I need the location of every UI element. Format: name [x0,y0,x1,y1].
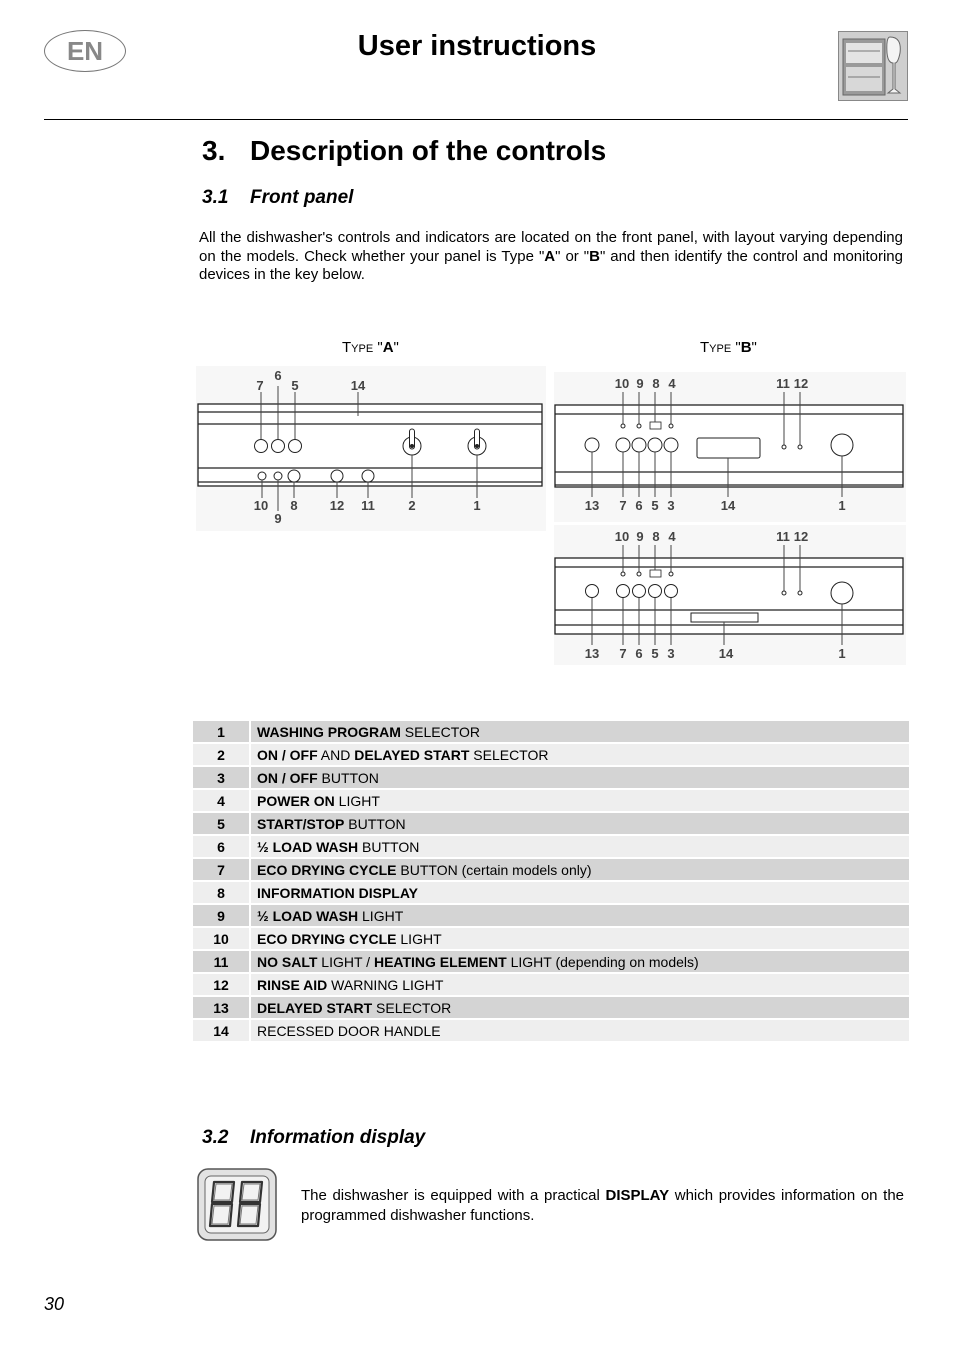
table-row [193,721,909,742]
key-text-bold: ECO DRYING CYCLE [257,930,397,947]
key-number: 2 [193,744,251,765]
type-label-initial: T [342,339,352,356]
type-label-quote: " [731,339,741,356]
callout-label: 14 [350,378,366,393]
panel-diagram-type-b-1 [554,372,906,527]
callout-label: 8 [290,498,298,513]
callout-label: 5 [291,378,299,393]
callout-label: 14 [720,498,736,513]
callout-label: 13 [584,646,600,661]
subsection-number: 3.2 [202,1127,229,1148]
display-text: The dishwasher is equipped with a practical [301,1187,606,1204]
key-number: 1 [193,721,251,742]
page-header-title: User instructions [357,30,597,62]
key-number: 7 [193,859,251,880]
callout-label: 7 [619,498,627,513]
key-number: 3 [193,767,251,788]
table-row [193,905,909,926]
key-number: 13 [193,997,251,1018]
callout-label: 11 [361,498,375,513]
callout-label: 6 [635,646,643,661]
callout-label: 3 [667,498,675,513]
callout-label: 1 [473,498,481,513]
callout-label: 1 [838,498,846,513]
key-number: 10 [193,928,251,949]
callout-label: 9 [274,511,282,526]
subsection-number: 3.1 [202,187,229,208]
dishwasher-icon [838,31,908,101]
key-text-bold: RINSE AID [257,976,328,993]
intro-paragraph [199,229,903,285]
key-number: 6 [193,836,251,857]
key-text: BUTTON [358,838,420,855]
callout-label: 9 [636,376,644,391]
key-description [251,974,909,995]
key-text: BUTTON [344,815,406,832]
key-text: RECESSED DOOR HANDLE [257,1022,441,1039]
intro-type-a: A [544,247,556,265]
table-row [193,790,909,811]
key-description [251,951,909,972]
page-number: 30 [44,1294,65,1314]
callout-label: 14 [718,646,734,661]
key-number: 11 [193,951,251,972]
subsection-title: Front panel [250,187,354,208]
table-row [193,767,909,788]
key-text: SELECTOR [400,723,480,740]
controls-key-table [193,719,909,1043]
key-description [251,928,909,949]
key-description [251,790,909,811]
key-text: BUTTON [317,769,379,786]
key-text-bold: ECO DRYING CYCLE [257,861,397,878]
key-text: LIGHT (depending on models) [506,953,699,970]
subsection-heading-front-panel [202,187,353,209]
callout-label: 6 [274,368,282,383]
key-description [251,836,909,857]
table-row [193,813,909,834]
table-row [193,974,909,995]
callout-label: 4 [668,376,676,391]
callout-label: 8 [652,376,660,391]
type-label-rest: YPE [709,343,732,355]
key-text: BUTTON (certain models only) [396,861,592,878]
callout-label: 10 [614,529,630,544]
callout-label: 11 [776,529,790,544]
type-label-letter: A [382,339,394,356]
panel-diagram-type-b-2 [554,525,906,670]
key-number: 12 [193,974,251,995]
key-number: 4 [193,790,251,811]
key-description [251,1020,909,1041]
callout-label: 7 [619,646,627,661]
key-number: 5 [193,813,251,834]
table-row [193,744,909,765]
key-text-bold: ½ LOAD WASH [257,907,359,924]
key-text-bold: ON / OFF [257,746,318,763]
intro-text: " and then identify the control and monitoring devices in the key below. [199,247,903,283]
subsection-title: Information display [250,1127,426,1148]
key-text-bold: NO SALT [257,953,318,970]
key-text: LIGHT / [317,953,374,970]
callout-label: 13 [584,498,600,513]
callout-label: 5 [651,498,659,513]
key-description [251,813,909,834]
table-row [193,836,909,857]
callout-label: 7 [256,378,264,393]
type-label-letter: B [740,339,752,356]
callout-label: 6 [635,498,643,513]
key-text-bold: DELAYED START [257,999,373,1016]
display-text-bold: DISPLAY [605,1187,670,1204]
callout-label: 4 [668,529,676,544]
type-label-initial: T [700,339,710,356]
seven-segment-display-icon [197,1168,277,1241]
type-b-label [700,339,757,356]
key-description [251,859,909,880]
callout-label: 3 [667,646,675,661]
key-number: 9 [193,905,251,926]
table-row [193,997,909,1018]
key-description [251,767,909,788]
key-text: LIGHT [334,792,380,809]
language-badge: EN [44,30,126,72]
intro-type-b: B [589,247,600,265]
callout-label: 8 [652,529,660,544]
key-number: 14 [193,1020,251,1041]
type-label-quote: " [373,339,383,356]
table-row [193,1020,909,1041]
key-text: WARNING LIGHT [327,976,444,993]
information-display-paragraph [301,1186,904,1225]
type-label-quote: " [751,339,757,356]
callout-label: 10 [253,498,269,513]
type-a-label [342,339,399,356]
callout-label: 9 [636,529,644,544]
key-description [251,997,909,1018]
intro-text: All the dishwasher's controls and indicators are located on the front panel, with layout varying depending on the models. Check whether your panel is Type " [199,229,903,265]
callout-label: 12 [793,376,809,391]
type-label-quote: " [393,339,399,356]
key-text: AND [317,746,355,763]
key-text-bold: POWER ON [257,792,335,809]
intro-text: " or " [555,247,590,265]
table-row [193,951,909,972]
callout-label: 11 [776,376,790,391]
key-text-bold: START/STOP [257,815,345,832]
key-text: LIGHT [396,930,442,947]
key-description [251,882,909,903]
key-description [251,744,909,765]
callout-label: 12 [329,498,345,513]
callout-label: 1 [838,646,846,661]
key-text-bold: DELAYED START [354,746,470,763]
key-text: LIGHT [358,907,404,924]
key-text-bold: HEATING ELEMENT [373,953,507,970]
subsection-heading-information-display [202,1127,425,1149]
panel-diagram-type-a [196,366,546,536]
key-text-bold: INFORMATION DISPLAY [257,884,419,901]
section-heading [202,135,606,167]
table-row [193,928,909,949]
section-number: 3. [202,135,226,166]
type-label-rest: YPE [351,343,374,355]
header-divider [44,119,908,120]
table-row [193,882,909,903]
callout-label: 5 [651,646,659,661]
key-text-bold: ON / OFF [257,769,318,786]
table-row [193,859,909,880]
key-description [251,905,909,926]
section-title: Description of the controls [250,135,607,166]
key-number: 8 [193,882,251,903]
callout-label: 10 [614,376,630,391]
callout-label: 12 [793,529,809,544]
callout-label: 2 [408,498,416,513]
key-text: SELECTOR [469,746,549,763]
key-text-bold: WASHING PROGRAM [257,723,401,740]
key-text: SELECTOR [372,999,452,1016]
key-description [251,721,909,742]
key-text-bold: ½ LOAD WASH [257,838,359,855]
display-text: which provides information on the programmed dishwasher functions. [301,1187,904,1224]
